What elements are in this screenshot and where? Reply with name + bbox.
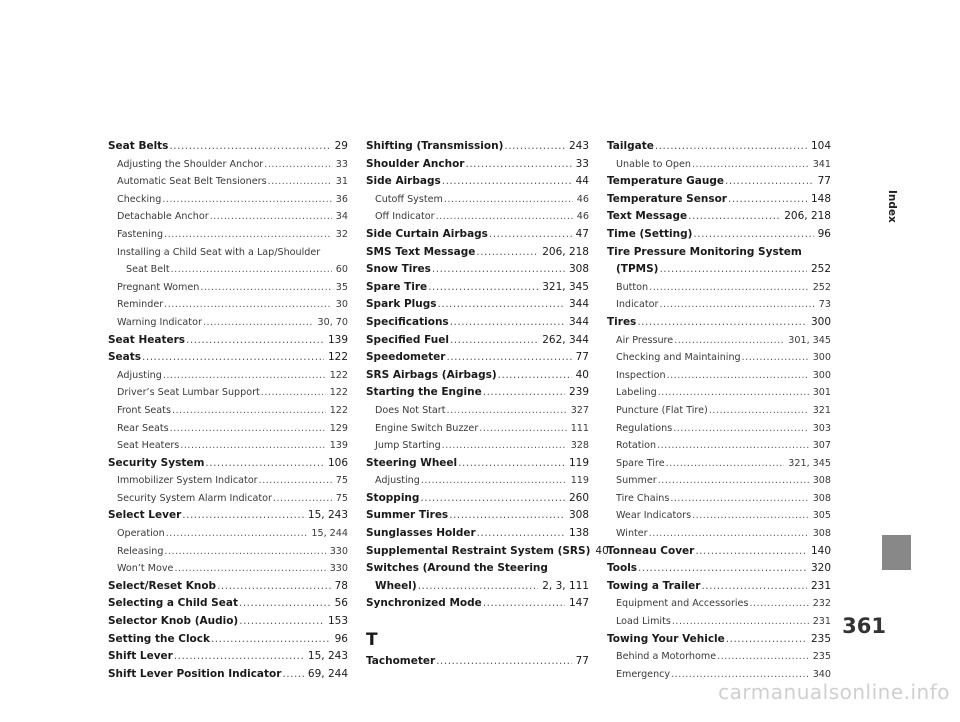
index-subentry: Inspection ..... 300 <box>607 367 831 385</box>
index-column-3 <box>607 138 831 683</box>
index-subentry: Regulations ..... 303 <box>607 420 831 438</box>
index-subentry: Front Seats ..... 122 <box>108 402 348 420</box>
index-subentry: Air Pressure ..... 301, 345 <box>607 332 831 350</box>
index-column-1 <box>108 138 348 683</box>
index-entry: Spark Plugs ..... 344 <box>366 296 589 314</box>
index-entry: Tonneau Cover ..... 140 <box>607 543 831 561</box>
index-entry: Temperature Gauge ..... 77 <box>607 173 831 191</box>
index-subentry-line: Installing a Child Seat with a Lap/Shoulder <box>117 246 321 258</box>
index-entry: Sunglasses Holder ..... 138 <box>366 525 589 543</box>
index-entry: Towing a Trailer ..... 231 <box>607 578 831 596</box>
index-entry: Tachometer ..... 77 <box>366 653 589 671</box>
index-subentry: Adjusting ..... 119 <box>366 472 589 490</box>
index-entry: Tools ..... 320 <box>607 560 831 578</box>
index-entry: Summer Tires ..... 308 <box>366 507 589 525</box>
index-entry: Side Curtain Airbags ..... 47 <box>366 226 589 244</box>
index-subentry: Security System Alarm Indicator ..... 75 <box>108 490 348 508</box>
index-subentry: Seat Heaters ..... 139 <box>108 437 348 455</box>
index-subentry: Adjusting the Shoulder Anchor ..... 33 <box>108 156 348 174</box>
index-entry: Seat Belts ..... 29 <box>108 138 348 156</box>
index-subentry: Immobilizer System Indicator ..... 75 <box>108 472 348 490</box>
index-entry: Seats ..... 122 <box>108 349 348 367</box>
index-entry: Shift Lever ..... 15, 243 <box>108 648 348 666</box>
index-entry: Shift Lever Position Indicator ..... 69, 244 <box>108 666 348 684</box>
index-subentry: Jump Starting ..... 328 <box>366 437 589 455</box>
index-entry: SMS Text Message ..... 206, 218 <box>366 244 589 262</box>
index-entry: Tailgate ..... 104 <box>607 138 831 156</box>
index-entry: Seat Heaters ..... 139 <box>108 332 348 350</box>
index-subentry: Button ..... 252 <box>607 279 831 297</box>
index-entry: Spare Tire ..... 321, 345 <box>366 279 589 297</box>
index-subentry: Equipment and Accessories ..... 232 <box>607 595 831 613</box>
index-subentry: Detachable Anchor ..... 34 <box>108 208 348 226</box>
index-subentry: Wear Indicators ..... 305 <box>607 507 831 525</box>
index-subentry: Seat Belt ..... 60 <box>108 261 348 279</box>
index-subentry: Summer ..... 308 <box>607 472 831 490</box>
index-subentry: Does Not Start ..... 327 <box>366 402 589 420</box>
index-subentry: Warning Indicator ..... 30, 70 <box>108 314 348 332</box>
index-subentry: Emergency ..... 340 <box>607 666 831 684</box>
index-entry-line: Switches (Around the Steering <box>366 562 548 575</box>
index-entry: Time (Setting) ..... 96 <box>607 226 831 244</box>
index-subentry: Pregnant Women ..... 35 <box>108 279 348 297</box>
index-subentry: Operation ..... 15, 244 <box>108 525 348 543</box>
section-marker-block <box>882 535 911 570</box>
index-subentry: Spare Tire ..... 321, 345 <box>607 455 831 473</box>
index-entry: Selecting a Child Seat ..... 56 <box>108 595 348 613</box>
index-subentry: Engine Switch Buzzer ..... 111 <box>366 420 589 438</box>
index-subentry: Reminder ..... 30 <box>108 296 348 314</box>
index-subentry: Adjusting ..... 122 <box>108 367 348 385</box>
index-entry: Security System ..... 106 <box>108 455 348 473</box>
index-entry: Supplemental Restraint System (SRS) 40 <box>366 544 609 557</box>
index-entry: Starting the Engine ..... 239 <box>366 384 589 402</box>
index-entry: Text Message ..... 206, 218 <box>607 208 831 226</box>
index-entry: Synchronized Mode ..... 147 <box>366 595 589 613</box>
index-subentry: Releasing ..... 330 <box>108 543 348 561</box>
index-subentry: Load Limits ..... 231 <box>607 613 831 631</box>
page-number: 361 <box>842 614 886 638</box>
index-subentry: Off Indicator ..... 46 <box>366 208 589 226</box>
index-subentry: Behind a Motorhome ..... 235 <box>607 648 831 666</box>
index-subentry: Labeling ..... 301 <box>607 384 831 402</box>
index-subentry: Checking ..... 36 <box>108 191 348 209</box>
index-entry: Stopping ..... 260 <box>366 490 589 508</box>
index-letter-heading: T <box>366 630 378 651</box>
index-subentry: Checking and Maintaining ..... 300 <box>607 349 831 367</box>
index-entry: Towing Your Vehicle ..... 235 <box>607 631 831 649</box>
index-subentry: Rotation ..... 307 <box>607 437 831 455</box>
watermark: carmanualsonline.info <box>718 680 950 704</box>
index-subentry: Automatic Seat Belt Tensioners ..... 31 <box>108 173 348 191</box>
index-entry: Select Lever ..... 15, 243 <box>108 507 348 525</box>
index-subentry: Puncture (Flat Tire) ..... 321 <box>607 402 831 420</box>
section-label: Index <box>886 190 898 223</box>
index-entry: Selector Knob (Audio) ..... 153 <box>108 613 348 631</box>
index-column-2 <box>366 138 609 671</box>
index-entry: SRS Airbags (Airbags) ..... 40 <box>366 367 589 385</box>
index-subentry: Fastening ..... 32 <box>108 226 348 244</box>
index-entry: Steering Wheel ..... 119 <box>366 455 589 473</box>
index-subentry: Driver’s Seat Lumbar Support ..... 122 <box>108 384 348 402</box>
index-entry: Setting the Clock ..... 96 <box>108 631 348 649</box>
index-subentry: Cutoff System ..... 46 <box>366 191 589 209</box>
index-entry: Temperature Sensor ..... 148 <box>607 191 831 209</box>
index-subentry: Tire Chains ..... 308 <box>607 490 831 508</box>
index-subentry: Indicator ..... 73 <box>607 296 831 314</box>
index-entry: Select/Reset Knob ..... 78 <box>108 578 348 596</box>
index-subentry: Rear Seats ..... 129 <box>108 420 348 438</box>
index-entry: Specifications ..... 344 <box>366 314 589 332</box>
index-entry-line: Tire Pressure Monitoring System <box>607 245 802 258</box>
index-entry: Specified Fuel ..... 262, 344 <box>366 332 589 350</box>
index-entry: Shoulder Anchor ..... 33 <box>366 156 589 174</box>
index-entry: Side Airbags ..... 44 <box>366 173 589 191</box>
index-entry: Wheel) ..... 2, 3, 111 <box>366 578 589 596</box>
index-subentry: Unable to Open ..... 341 <box>607 156 831 174</box>
index-entry: (TPMS) ..... 252 <box>607 261 831 279</box>
index-entry: Snow Tires ..... 308 <box>366 261 589 279</box>
index-subentry: Won’t Move ..... 330 <box>108 560 348 578</box>
index-entry: Speedometer ..... 77 <box>366 349 589 367</box>
index-entry: Tires ..... 300 <box>607 314 831 332</box>
index-subentry: Winter ..... 308 <box>607 525 831 543</box>
index-entry: Shifting (Transmission) ..... 243 <box>366 138 589 156</box>
